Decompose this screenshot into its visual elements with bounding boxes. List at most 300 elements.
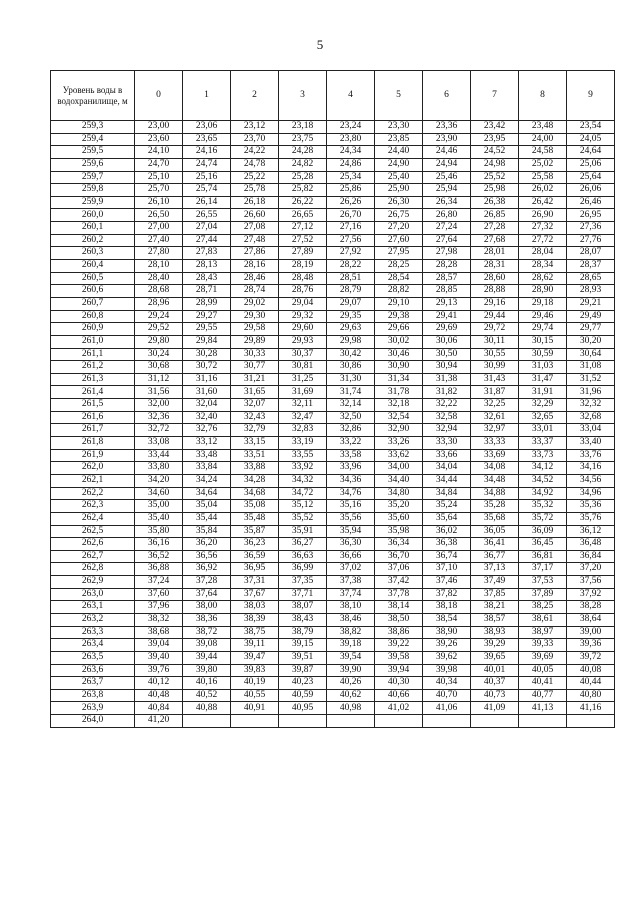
- water-level-cell: 261,9: [51, 449, 135, 462]
- table-row: [51, 272, 615, 285]
- table-row: [51, 626, 615, 639]
- value-cell: 37,46: [423, 576, 471, 589]
- value-cell: 31,03: [519, 361, 567, 374]
- value-cell: 28,71: [183, 285, 231, 298]
- water-level-cell: 260,4: [51, 260, 135, 273]
- water-level-cell: 259,8: [51, 184, 135, 197]
- value-cell: 28,31: [471, 260, 519, 273]
- value-cell: 30,24: [135, 348, 183, 361]
- value-cell: 30,81: [279, 361, 327, 374]
- water-level-cell: 261,5: [51, 399, 135, 412]
- value-cell: 27,68: [471, 234, 519, 247]
- value-cell: 33,73: [519, 449, 567, 462]
- value-cell: 39,80: [183, 664, 231, 677]
- value-cell: 37,06: [375, 563, 423, 576]
- value-cell: 24,90: [375, 158, 423, 171]
- value-cell: 28,88: [471, 285, 519, 298]
- value-cell: 34,60: [135, 487, 183, 500]
- value-cell: 29,63: [327, 323, 375, 336]
- value-cell: [423, 715, 471, 728]
- value-cell: 39,15: [279, 639, 327, 652]
- value-cell: 27,52: [279, 234, 327, 247]
- value-cell: 36,34: [375, 538, 423, 551]
- value-cell: 29,04: [279, 297, 327, 310]
- water-level-cell: 262,7: [51, 550, 135, 563]
- water-level-cell: 260,3: [51, 247, 135, 260]
- table-row: [51, 386, 615, 399]
- value-cell: 40,30: [375, 677, 423, 690]
- value-cell: 33,12: [183, 437, 231, 450]
- value-cell: 40,34: [423, 677, 471, 690]
- value-cell: 31,43: [471, 373, 519, 386]
- table-row: [51, 121, 615, 134]
- value-cell: 27,44: [183, 234, 231, 247]
- value-cell: 29,58: [231, 323, 279, 336]
- value-cell: 35,68: [471, 512, 519, 525]
- water-level-table: [50, 70, 615, 728]
- value-cell: 38,97: [519, 626, 567, 639]
- water-level-cell: 261,3: [51, 373, 135, 386]
- value-cell: 29,80: [135, 335, 183, 348]
- value-cell: 23,24: [327, 121, 375, 134]
- value-cell: 32,94: [423, 424, 471, 437]
- value-cell: 40,16: [183, 677, 231, 690]
- value-cell: 28,96: [135, 297, 183, 310]
- value-cell: 30,64: [567, 348, 615, 361]
- value-cell: 27,83: [183, 247, 231, 260]
- value-cell: 25,34: [327, 171, 375, 184]
- value-cell: 31,21: [231, 373, 279, 386]
- value-cell: 29,30: [231, 310, 279, 323]
- value-cell: 36,20: [183, 538, 231, 551]
- value-cell: 30,99: [471, 361, 519, 374]
- value-cell: 34,84: [423, 487, 471, 500]
- water-level-cell: 263,4: [51, 639, 135, 652]
- value-cell: 30,42: [327, 348, 375, 361]
- value-cell: 28,68: [135, 285, 183, 298]
- value-cell: 27,89: [279, 247, 327, 260]
- value-cell: 26,75: [375, 209, 423, 222]
- table-row: [51, 297, 615, 310]
- value-cell: 23,60: [135, 133, 183, 146]
- value-cell: 33,80: [135, 462, 183, 475]
- value-cell: 30,86: [327, 361, 375, 374]
- value-cell: 35,72: [519, 512, 567, 525]
- value-cell: 40,70: [423, 689, 471, 702]
- value-cell: 27,04: [183, 222, 231, 235]
- digit-column-header: 7: [471, 71, 519, 121]
- value-cell: 41,16: [567, 702, 615, 715]
- value-cell: 34,56: [567, 474, 615, 487]
- value-cell: 38,82: [327, 626, 375, 639]
- value-cell: 28,82: [375, 285, 423, 298]
- value-cell: 36,16: [135, 538, 183, 551]
- value-cell: 38,18: [423, 601, 471, 614]
- water-level-cell: 262,6: [51, 538, 135, 551]
- page-number: 5: [316, 37, 324, 52]
- value-cell: 40,91: [231, 702, 279, 715]
- value-cell: 38,75: [231, 626, 279, 639]
- value-cell: 35,52: [279, 512, 327, 525]
- value-cell: 27,08: [231, 222, 279, 235]
- value-cell: 30,06: [423, 335, 471, 348]
- value-cell: 27,20: [375, 222, 423, 235]
- table-row: [51, 664, 615, 677]
- value-cell: 40,26: [327, 677, 375, 690]
- value-cell: 26,70: [327, 209, 375, 222]
- value-cell: 38,46: [327, 613, 375, 626]
- table-row: [51, 310, 615, 323]
- value-cell: 39,26: [423, 639, 471, 652]
- value-cell: 32,65: [519, 411, 567, 424]
- value-cell: 39,04: [135, 639, 183, 652]
- value-cell: 40,77: [519, 689, 567, 702]
- value-cell: 30,11: [471, 335, 519, 348]
- value-cell: 27,48: [231, 234, 279, 247]
- value-cell: 38,14: [375, 601, 423, 614]
- value-cell: 37,92: [567, 588, 615, 601]
- table-row: [51, 462, 615, 475]
- value-cell: 24,05: [567, 133, 615, 146]
- value-cell: 23,54: [567, 121, 615, 134]
- digit-column-header: 8: [519, 71, 567, 121]
- value-cell: 36,95: [231, 563, 279, 576]
- value-cell: 32,14: [327, 399, 375, 412]
- table-row: [51, 348, 615, 361]
- water-level-cell: 261,4: [51, 386, 135, 399]
- value-cell: 40,73: [471, 689, 519, 702]
- value-cell: 40,66: [375, 689, 423, 702]
- value-cell: 39,83: [231, 664, 279, 677]
- table-row: [51, 171, 615, 184]
- value-cell: 29,16: [471, 297, 519, 310]
- value-cell: 33,84: [183, 462, 231, 475]
- value-cell: 26,18: [231, 196, 279, 209]
- value-cell: 36,52: [135, 550, 183, 563]
- value-cell: 25,98: [471, 184, 519, 197]
- value-cell: 34,12: [519, 462, 567, 475]
- water-level-cell: 260,8: [51, 310, 135, 323]
- value-cell: 28,90: [519, 285, 567, 298]
- value-cell: 32,90: [375, 424, 423, 437]
- value-cell: 40,84: [135, 702, 183, 715]
- value-cell: 34,64: [183, 487, 231, 500]
- table-row: [51, 323, 615, 336]
- value-cell: 39,33: [519, 639, 567, 652]
- value-cell: 28,16: [231, 260, 279, 273]
- value-cell: 37,13: [471, 563, 519, 576]
- value-cell: 40,48: [135, 689, 183, 702]
- value-cell: 38,10: [327, 601, 375, 614]
- value-cell: 34,32: [279, 474, 327, 487]
- value-cell: 24,28: [279, 146, 327, 159]
- table-row: [51, 209, 615, 222]
- value-cell: 34,08: [471, 462, 519, 475]
- value-cell: 29,24: [135, 310, 183, 323]
- value-cell: 32,50: [327, 411, 375, 424]
- value-cell: 34,48: [471, 474, 519, 487]
- water-level-cell: 260,0: [51, 209, 135, 222]
- value-cell: 26,55: [183, 209, 231, 222]
- value-cell: 36,48: [567, 538, 615, 551]
- value-cell: 33,51: [231, 449, 279, 462]
- table-row: [51, 715, 615, 728]
- value-cell: 35,24: [423, 500, 471, 513]
- value-cell: 25,74: [183, 184, 231, 197]
- value-cell: 24,52: [471, 146, 519, 159]
- value-cell: 37,67: [231, 588, 279, 601]
- table-row: [51, 601, 615, 614]
- value-cell: 24,22: [231, 146, 279, 159]
- value-cell: 30,90: [375, 361, 423, 374]
- value-cell: 29,21: [567, 297, 615, 310]
- value-cell: 34,68: [231, 487, 279, 500]
- value-cell: 27,12: [279, 222, 327, 235]
- value-cell: 36,09: [519, 525, 567, 538]
- value-cell: 38,36: [183, 613, 231, 626]
- value-cell: 35,87: [231, 525, 279, 538]
- value-cell: 38,07: [279, 601, 327, 614]
- table-header-row: [51, 71, 615, 121]
- value-cell: 31,74: [327, 386, 375, 399]
- value-cell: 36,66: [327, 550, 375, 563]
- table-row: [51, 689, 615, 702]
- water-level-cell: 263,3: [51, 626, 135, 639]
- value-cell: 35,36: [567, 500, 615, 513]
- value-cell: 39,54: [327, 651, 375, 664]
- value-cell: 31,96: [567, 386, 615, 399]
- value-cell: 31,34: [375, 373, 423, 386]
- value-cell: 26,22: [279, 196, 327, 209]
- value-cell: 34,20: [135, 474, 183, 487]
- value-cell: 26,02: [519, 184, 567, 197]
- water-level-cell: 260,9: [51, 323, 135, 336]
- value-cell: 29,69: [423, 323, 471, 336]
- value-cell: 33,40: [567, 437, 615, 450]
- value-cell: 36,05: [471, 525, 519, 538]
- water-level-cell: 260,7: [51, 297, 135, 310]
- table-row: [51, 234, 615, 247]
- digit-column-header: 4: [327, 71, 375, 121]
- value-cell: 41,13: [519, 702, 567, 715]
- value-cell: 40,23: [279, 677, 327, 690]
- value-cell: 27,80: [135, 247, 183, 260]
- value-cell: 29,38: [375, 310, 423, 323]
- value-cell: 36,84: [567, 550, 615, 563]
- value-cell: 26,30: [375, 196, 423, 209]
- water-level-cell: 262,3: [51, 500, 135, 513]
- value-cell: 36,56: [183, 550, 231, 563]
- value-cell: 25,06: [567, 158, 615, 171]
- value-cell: 33,58: [327, 449, 375, 462]
- value-cell: 35,80: [135, 525, 183, 538]
- value-cell: 37,49: [471, 576, 519, 589]
- digit-column-header: 6: [423, 71, 471, 121]
- value-cell: 40,98: [327, 702, 375, 715]
- value-cell: 39,58: [375, 651, 423, 664]
- value-cell: 29,98: [327, 335, 375, 348]
- value-cell: 38,64: [567, 613, 615, 626]
- value-cell: 36,70: [375, 550, 423, 563]
- value-cell: 32,00: [135, 399, 183, 412]
- value-cell: 25,28: [279, 171, 327, 184]
- value-cell: 36,59: [231, 550, 279, 563]
- value-cell: 29,10: [375, 297, 423, 310]
- table-row: [51, 563, 615, 576]
- value-cell: 38,32: [135, 613, 183, 626]
- table-row: [51, 639, 615, 652]
- value-cell: 35,84: [183, 525, 231, 538]
- water-level-cell: 263,1: [51, 601, 135, 614]
- value-cell: 25,10: [135, 171, 183, 184]
- value-cell: 26,14: [183, 196, 231, 209]
- water-level-cell: 261,6: [51, 411, 135, 424]
- value-cell: 24,70: [135, 158, 183, 171]
- value-cell: 38,43: [279, 613, 327, 626]
- value-cell: 33,01: [519, 424, 567, 437]
- value-cell: 27,32: [519, 222, 567, 235]
- value-cell: 24,34: [327, 146, 375, 159]
- value-cell: 37,71: [279, 588, 327, 601]
- value-cell: 32,72: [135, 424, 183, 437]
- value-cell: 41,09: [471, 702, 519, 715]
- water-level-cell: 260,2: [51, 234, 135, 247]
- value-cell: 39,22: [375, 639, 423, 652]
- value-cell: 32,83: [279, 424, 327, 437]
- value-cell: 25,86: [327, 184, 375, 197]
- value-cell: 25,16: [183, 171, 231, 184]
- value-cell: [471, 715, 519, 728]
- value-cell: 39,47: [231, 651, 279, 664]
- value-cell: 28,57: [423, 272, 471, 285]
- table-row: [51, 411, 615, 424]
- value-cell: 24,78: [231, 158, 279, 171]
- table-row: [51, 399, 615, 412]
- table-row: [51, 449, 615, 462]
- value-cell: 25,02: [519, 158, 567, 171]
- value-cell: 29,84: [183, 335, 231, 348]
- value-cell: 29,02: [231, 297, 279, 310]
- value-cell: 37,31: [231, 576, 279, 589]
- value-cell: 31,78: [375, 386, 423, 399]
- value-cell: 33,48: [183, 449, 231, 462]
- value-cell: 34,76: [327, 487, 375, 500]
- value-cell: 31,52: [567, 373, 615, 386]
- value-cell: 23,00: [135, 121, 183, 134]
- water-level-cell: 261,1: [51, 348, 135, 361]
- value-cell: 33,33: [471, 437, 519, 450]
- value-cell: 26,95: [567, 209, 615, 222]
- water-level-cell: 262,8: [51, 563, 135, 576]
- value-cell: 27,72: [519, 234, 567, 247]
- value-cell: 35,44: [183, 512, 231, 525]
- table-row: [51, 196, 615, 209]
- value-cell: 37,64: [183, 588, 231, 601]
- value-cell: 23,95: [471, 133, 519, 146]
- water-level-cell: 261,2: [51, 361, 135, 374]
- value-cell: 38,00: [183, 601, 231, 614]
- value-cell: 36,63: [279, 550, 327, 563]
- value-cell: 39,29: [471, 639, 519, 652]
- value-cell: 40,01: [471, 664, 519, 677]
- value-cell: 34,40: [375, 474, 423, 487]
- value-cell: 37,10: [423, 563, 471, 576]
- value-cell: 23,36: [423, 121, 471, 134]
- value-cell: 29,46: [519, 310, 567, 323]
- value-cell: 27,36: [567, 222, 615, 235]
- value-cell: 23,30: [375, 121, 423, 134]
- water-level-cell: 263,0: [51, 588, 135, 601]
- value-cell: 32,04: [183, 399, 231, 412]
- value-cell: [183, 715, 231, 728]
- value-cell: 25,94: [423, 184, 471, 197]
- value-cell: 38,86: [375, 626, 423, 639]
- value-cell: 28,10: [135, 260, 183, 273]
- value-cell: 29,77: [567, 323, 615, 336]
- value-cell: 32,40: [183, 411, 231, 424]
- table-row: [51, 550, 615, 563]
- value-cell: 41,06: [423, 702, 471, 715]
- value-cell: 27,40: [135, 234, 183, 247]
- value-cell: 39,65: [471, 651, 519, 664]
- value-cell: 35,98: [375, 525, 423, 538]
- water-level-cell: 261,7: [51, 424, 135, 437]
- water-level-cell: 261,8: [51, 437, 135, 450]
- value-cell: 29,27: [183, 310, 231, 323]
- value-cell: 29,55: [183, 323, 231, 336]
- value-cell: 31,82: [423, 386, 471, 399]
- water-level-cell: 263,2: [51, 613, 135, 626]
- value-cell: 30,94: [423, 361, 471, 374]
- value-cell: 31,60: [183, 386, 231, 399]
- value-cell: 26,42: [519, 196, 567, 209]
- value-cell: 37,85: [471, 588, 519, 601]
- value-cell: 39,40: [135, 651, 183, 664]
- level-column-header: Уровень воды в водохранилище, м: [51, 71, 135, 121]
- value-cell: 33,15: [231, 437, 279, 450]
- value-cell: 25,70: [135, 184, 183, 197]
- value-cell: 23,85: [375, 133, 423, 146]
- value-cell: 26,85: [471, 209, 519, 222]
- value-cell: 25,58: [519, 171, 567, 184]
- value-cell: 35,08: [231, 500, 279, 513]
- value-cell: 36,41: [471, 538, 519, 551]
- value-cell: 29,32: [279, 310, 327, 323]
- value-cell: 34,96: [567, 487, 615, 500]
- value-cell: 30,59: [519, 348, 567, 361]
- value-cell: 36,45: [519, 538, 567, 551]
- value-cell: 23,42: [471, 121, 519, 134]
- value-cell: 35,12: [279, 500, 327, 513]
- value-cell: 37,02: [327, 563, 375, 576]
- value-cell: 24,10: [135, 146, 183, 159]
- value-cell: 29,41: [423, 310, 471, 323]
- value-cell: 40,08: [567, 664, 615, 677]
- water-level-cell: 263,5: [51, 651, 135, 664]
- water-level-cell: 262,9: [51, 576, 135, 589]
- value-cell: 34,72: [279, 487, 327, 500]
- table-row: [51, 538, 615, 551]
- value-cell: 26,06: [567, 184, 615, 197]
- value-cell: 39,62: [423, 651, 471, 664]
- table-row: [51, 702, 615, 715]
- value-cell: 30,33: [231, 348, 279, 361]
- water-level-cell: 262,1: [51, 474, 135, 487]
- value-cell: 33,92: [279, 462, 327, 475]
- value-cell: 37,56: [567, 576, 615, 589]
- value-cell: 35,04: [183, 500, 231, 513]
- value-cell: 32,86: [327, 424, 375, 437]
